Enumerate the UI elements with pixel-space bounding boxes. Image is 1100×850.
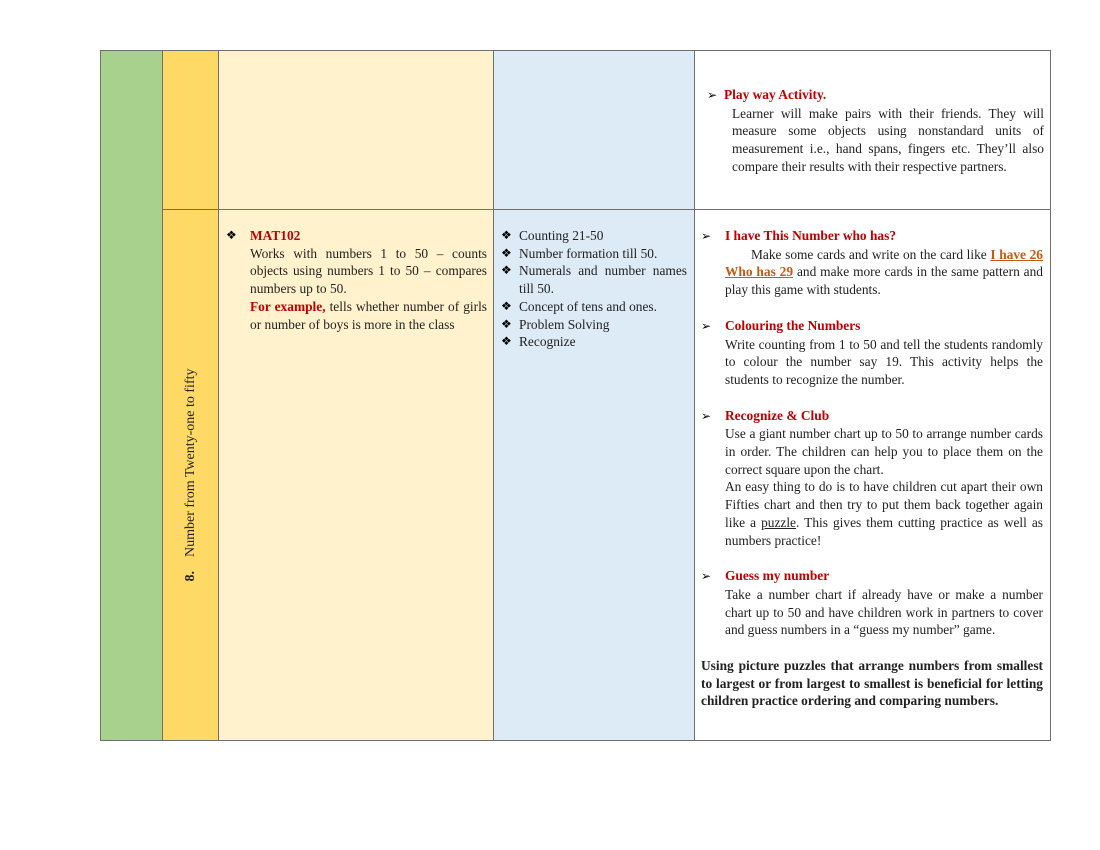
- arrow-bullet-icon: ➢: [701, 229, 712, 243]
- list-item: [501, 227, 687, 245]
- example-text: tells whether number of girls or number of boys is more in the class: [250, 298, 488, 332]
- activity-body-text: An easy thing to do is to have children cut apart their own Fifties chart and then try to put them back together again like a: [725, 479, 1043, 530]
- content-item-text: Problem Solving: [519, 316, 610, 332]
- activities-list: [701, 227, 1043, 710]
- activity-heading: Colouring the Numbers: [725, 317, 861, 333]
- activity-body-text: Make some cards and write on the card like: [751, 246, 991, 262]
- activity-body: Write counting from 1 to 50 and tell the students randomly to colour the number say 19. This activity helps the students to recognize the number.: [725, 336, 1043, 387]
- content-item-text: Counting 21-50: [519, 228, 604, 243]
- week-column-cell: [100, 50, 163, 741]
- list-item: [501, 316, 687, 334]
- arrow-bullet-icon: ➢: [701, 408, 712, 423]
- content-item-text: Concept of tens and ones.: [519, 298, 657, 314]
- outcome-code: MAT102: [250, 228, 301, 243]
- activity-guess-my-number: [701, 567, 1043, 639]
- activity-body-text: . This gives them cutting practice as well as numbers practice!: [725, 514, 1044, 548]
- content-item-text: Numerals and number names till 50.: [519, 263, 687, 297]
- play-way-activity: [707, 86, 1044, 176]
- list-item: [501, 333, 687, 351]
- content-item-text: Number formation till 50.: [519, 245, 658, 261]
- play-way-heading: Play way Activity.: [724, 87, 827, 102]
- diamond-bullet-icon: ❖: [226, 228, 237, 242]
- content-list: [501, 227, 687, 351]
- activity-heading: I have This Number who has?: [725, 228, 897, 243]
- activity-heading: Guess my number: [725, 568, 830, 584]
- topic-title-wrap: [162, 209, 219, 741]
- highlight-text: I have 26 Who has 29: [725, 246, 1043, 280]
- activity-heading: Recognize & Club: [725, 407, 830, 423]
- topic-cell-top: [162, 50, 219, 210]
- outcome-description: Works with numbers 1 to 50 – counts objects using numbers 1 to 50 – compares numbers up to 50.: [250, 245, 487, 297]
- list-item: [501, 298, 687, 316]
- activity-body: Take a number chart if already have or make a number chart up to 50 and have children work in partners to cover and guess numbers in a “guess my number” game.: [725, 586, 1043, 638]
- list-item: [501, 262, 687, 297]
- diamond-bullet-icon: ❖: [501, 228, 512, 242]
- arrow-bullet-icon: ➢: [701, 318, 712, 333]
- list-item: [501, 245, 687, 263]
- activity-body-text: and make more cards in the same pattern and play this game with students.: [725, 264, 1043, 298]
- diamond-bullet-icon: ❖: [501, 245, 512, 260]
- diamond-bullet-icon: ❖: [501, 263, 512, 278]
- content-item-text: Recognize: [519, 334, 576, 350]
- topic-title-text: Number from Twenty-one to fifty: [182, 368, 198, 557]
- diamond-bullet-icon: ❖: [501, 316, 512, 331]
- activity-recognize-club: [701, 407, 1043, 550]
- content-cell-top: [493, 50, 695, 210]
- topic-title: [183, 369, 199, 582]
- activity-body: Use a giant number chart up to 50 to arrange number cards in order. The children can help you to place them on the correct square upon the chart.: [725, 426, 1043, 477]
- outcome-cell-top: [218, 50, 494, 210]
- diamond-bullet-icon: ❖: [501, 334, 512, 349]
- diamond-bullet-icon: ❖: [501, 298, 512, 313]
- learning-outcome: [226, 227, 487, 333]
- topic-number: 8.: [182, 571, 198, 582]
- example-label: For example,: [250, 298, 326, 314]
- puzzle-link[interactable]: puzzle: [761, 514, 797, 530]
- activity-colouring-numbers: [701, 317, 1043, 389]
- activity-i-have-this-number: [701, 227, 1043, 299]
- play-way-body: Learner will make pairs with their friends. They will measure some objects using nonstandard units of measurement i.e., hand spans, fingers etc. They’ll also compare their results with their respective partners.: [732, 105, 1044, 174]
- activity-body-2: [725, 478, 1043, 549]
- arrow-bullet-icon: ➢: [701, 569, 712, 584]
- activity-note: Using picture puzzles that arrange numbers from smallest to largest or from largest to smallest is beneficial for letting children practice ordering and comparing numbers.: [701, 658, 1043, 709]
- arrow-bullet-icon: ➢: [707, 88, 718, 102]
- activity-body: [725, 246, 1043, 299]
